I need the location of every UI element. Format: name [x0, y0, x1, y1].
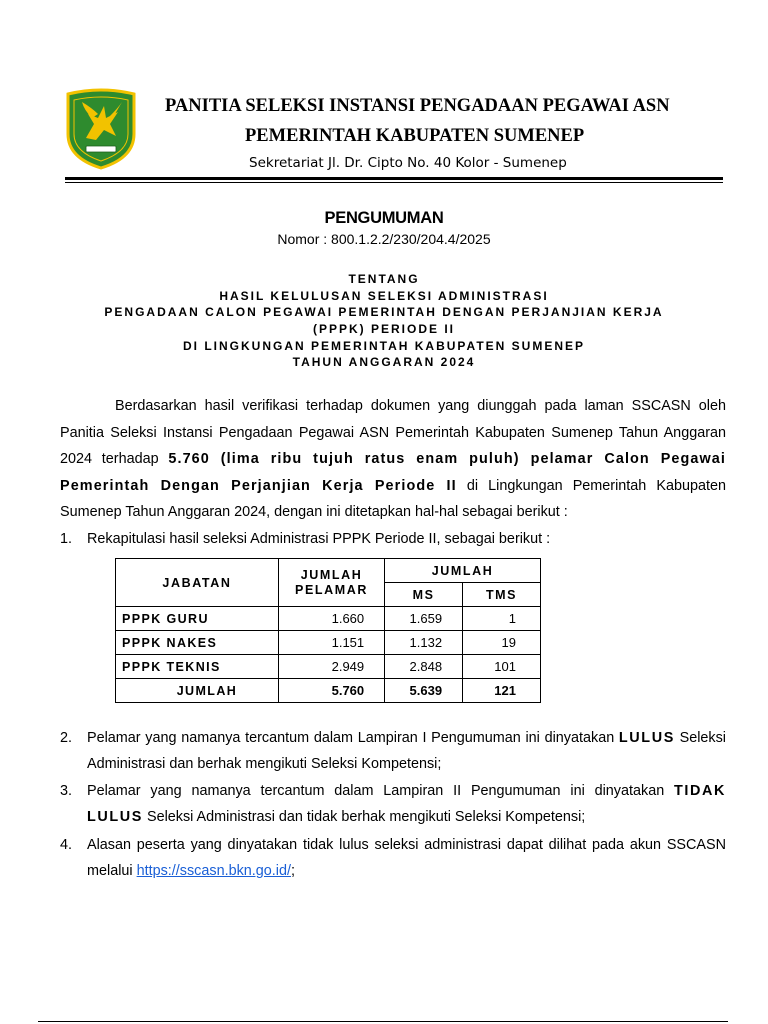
letterhead-title: PANITIA SELEKSI INSTANSI PENGADAAN PEGAWAI ASN: [165, 96, 670, 116]
list-text: [87, 778, 726, 830]
cell-ms: 2.848: [385, 655, 463, 679]
intro-bold-text: 5.760 (lima ribu tujuh ratus enam puluh) pelamar Calon Pegawai Pemerintah Dengan Perjanjian Kerja Periode II: [60, 451, 726, 494]
announcement-number: Nomor : 800.1.2.2/230/204.4/2025: [277, 231, 491, 247]
cell-pelamar: 2.949: [278, 655, 384, 679]
letterhead-divider-thin: [65, 182, 723, 183]
col-header-jumlah-pelamar-2: PELAMAR: [295, 582, 369, 597]
letterhead-divider-thick: [65, 177, 723, 180]
letterhead-subtitle: PEMERINTAH KABUPATEN SUMENEP: [245, 126, 585, 146]
list-text: [87, 832, 726, 884]
announcement-title: PENGUMUMAN: [324, 209, 444, 227]
list-text-post: Seleksi Administrasi dan berhak mengikuti Seleksi Kompetensi;: [87, 730, 726, 772]
letterhead-address: Sekretariat Jl. Dr. Cipto No. 40 Kolor - Sumenep: [249, 155, 567, 171]
intro-text-1: Berdasarkan hasil verifikasi terhadap dokumen yang diunggah pada laman SSCASN oleh Panitia Seleksi Instansi Pengadaan Pegawai ASN Pemerintah Kabupaten Sumenep Tahun Anggaran 2024 terhadap: [60, 398, 726, 467]
intro-paragraph: [60, 393, 726, 526]
subject-line: (PPPK) PERIODE II: [312, 322, 456, 336]
sumenep-regency-emblem: [64, 88, 138, 170]
sscasn-link[interactable]: https://sscasn.bkn.go.id/: [136, 863, 291, 879]
list-text: [87, 725, 726, 777]
cell-jabatan: PPPK NAKES: [116, 631, 279, 655]
table-row: [116, 607, 541, 631]
list-text-bold: TIDAK LULUS: [87, 783, 726, 825]
col-header-tms: TMS: [463, 583, 541, 607]
list-number: 3.: [60, 783, 73, 799]
list-number: 2.: [60, 730, 73, 746]
subject-line: HASIL KELULUSAN SELEKSI ADMINISTRASI: [219, 289, 549, 303]
list-number: 1.: [60, 531, 73, 547]
subject-line: DI LINGKUNGAN PEMERINTAH KABUPATEN SUMENEP: [182, 339, 585, 353]
cell-total-ms: 5.639: [385, 679, 463, 703]
subject-line: TAHUN ANGGARAN 2024: [292, 355, 476, 369]
list-text-pre: Pelamar yang namanya tercantum dalam Lampiran I Pengumuman ini dinyatakan: [87, 730, 619, 746]
cell-total-tms: 121: [463, 679, 541, 703]
cell-total-label: JUMLAH: [116, 679, 279, 703]
list-number: 4.: [60, 837, 73, 853]
col-header-jumlah-pelamar: [278, 559, 384, 607]
subject-line: PENGADAAN CALON PEGAWAI PEMERINTAH DENGAN PERJANJIAN KERJA: [104, 305, 664, 319]
col-header-jumlah: JUMLAH: [385, 559, 541, 583]
cell-tms: 1: [463, 607, 541, 631]
cell-jabatan: PPPK GURU: [116, 607, 279, 631]
cell-ms: 1.132: [385, 631, 463, 655]
cell-pelamar: 1.151: [278, 631, 384, 655]
cell-tms: 19: [463, 631, 541, 655]
subject-line: TENTANG: [348, 272, 420, 286]
cell-ms: 1.659: [385, 607, 463, 631]
list-text-post: Seleksi Administrasi dan tidak berhak mengikuti Seleksi Kompetensi;: [142, 809, 586, 825]
page-bottom-line: [38, 1021, 728, 1022]
list-text-bold: LULUS: [618, 730, 675, 746]
table-row: [116, 631, 541, 655]
list-text-pre: Pelamar yang namanya tercantum dalam Lampiran II Pengumuman ini dinyatakan: [87, 783, 675, 799]
cell-tms: 101: [463, 655, 541, 679]
col-header-ms: MS: [385, 583, 463, 607]
cell-jabatan: PPPK TEKNIS: [116, 655, 279, 679]
cell-total-pelamar: 5.760: [278, 679, 384, 703]
list-text-pre: Alasan peserta yang dinyatakan tidak lulus seleksi administrasi dapat dilihat pada akun SSCASN melalui: [87, 837, 726, 879]
list-text: Rekapitulasi hasil seleksi Administrasi PPPK Periode II, sebagai berikut :: [87, 531, 551, 547]
list-text-post: ;: [290, 863, 295, 879]
col-header-jabatan: JABATAN: [116, 559, 279, 607]
col-header-jumlah-pelamar-1: JUMLAH: [300, 567, 363, 582]
recap-table: [115, 558, 541, 703]
cell-pelamar: 1.660: [278, 607, 384, 631]
table-row: [116, 655, 541, 679]
table-total-row: [116, 679, 541, 703]
intro-text-2: di Lingkungan Pemerintah Kabupaten Sumenep Tahun Anggaran 2024, dengan ini ditetapkan hal-hal sebagai berikut :: [60, 477, 727, 520]
